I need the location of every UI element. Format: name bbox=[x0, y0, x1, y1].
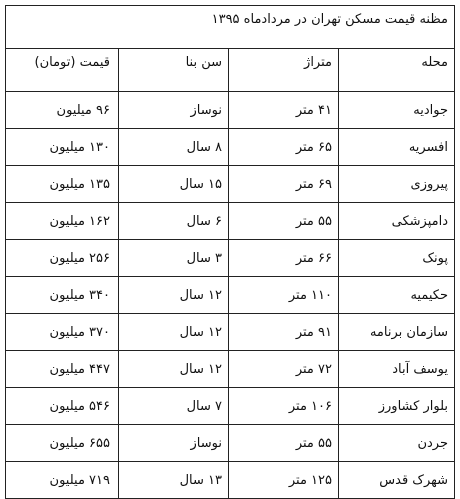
cell-size: ۶۶ متر bbox=[229, 240, 339, 277]
table-title: مظنه قیمت مسکن تهران در مردادماه ۱۳۹۵ bbox=[5, 6, 454, 49]
cell-area: یوسف آباد bbox=[339, 351, 455, 388]
cell-area: سازمان برنامه bbox=[339, 314, 455, 351]
cell-size: ۱۱۰ متر bbox=[229, 277, 339, 314]
cell-area: جوادیه bbox=[339, 92, 455, 129]
table-row bbox=[5, 314, 454, 351]
cell-price: ۳۴۰ میلیون bbox=[5, 277, 118, 314]
cell-area: افسریه bbox=[339, 129, 455, 166]
cell-size: ۱۰۶ متر bbox=[229, 388, 339, 425]
cell-price: ۴۴۷ میلیون bbox=[5, 351, 118, 388]
cell-price: ۲۵۶ میلیون bbox=[5, 240, 118, 277]
cell-age: ۱۲ سال bbox=[119, 351, 229, 388]
table-title-row bbox=[5, 6, 454, 49]
cell-age: ۱۵ سال bbox=[119, 166, 229, 203]
cell-size: ۵۵ متر bbox=[229, 203, 339, 240]
cell-age: ۱۲ سال bbox=[119, 314, 229, 351]
cell-age: نوساز bbox=[119, 92, 229, 129]
table-row bbox=[5, 240, 454, 277]
cell-area: جردن bbox=[339, 425, 455, 462]
header-price: قیمت (تومان) bbox=[5, 49, 118, 92]
cell-size: ۶۹ متر bbox=[229, 166, 339, 203]
header-size: متراژ bbox=[229, 49, 339, 92]
cell-size: ۴۱ متر bbox=[229, 92, 339, 129]
table-row bbox=[5, 166, 454, 203]
cell-price: ۷۱۹ میلیون bbox=[5, 462, 118, 499]
cell-area: پونک bbox=[339, 240, 455, 277]
table-row bbox=[5, 277, 454, 314]
cell-area: پیروزی bbox=[339, 166, 455, 203]
cell-age: ۶ سال bbox=[119, 203, 229, 240]
cell-price: ۵۴۶ میلیون bbox=[5, 388, 118, 425]
table-row bbox=[5, 388, 454, 425]
cell-age: نوساز bbox=[119, 425, 229, 462]
table-row bbox=[5, 425, 454, 462]
cell-price: ۱۳۵ میلیون bbox=[5, 166, 118, 203]
price-table-sheet bbox=[6, 5, 455, 488]
cell-size: ۹۱ متر bbox=[229, 314, 339, 351]
cell-age: ۸ سال bbox=[119, 129, 229, 166]
cell-price: ۱۶۲ میلیون bbox=[5, 203, 118, 240]
cell-age: ۳ سال bbox=[119, 240, 229, 277]
table-row bbox=[5, 129, 454, 166]
cell-area: دامپزشکی bbox=[339, 203, 455, 240]
header-age: سن بنا bbox=[119, 49, 229, 92]
table-header-row bbox=[5, 49, 454, 92]
cell-size: ۵۵ متر bbox=[229, 425, 339, 462]
cell-age: ۱۳ سال bbox=[119, 462, 229, 499]
header-area: محله bbox=[339, 49, 455, 92]
cell-price: ۹۶ میلیون bbox=[5, 92, 118, 129]
cell-area: بلوار کشاورز bbox=[339, 388, 455, 425]
cell-price: ۶۵۵ میلیون bbox=[5, 425, 118, 462]
table-row bbox=[5, 92, 454, 129]
cell-price: ۳۷۰ میلیون bbox=[5, 314, 118, 351]
cell-area: حکیمیه bbox=[339, 277, 455, 314]
cell-area: شهرک قدس bbox=[339, 462, 455, 499]
cell-size: ۶۵ متر bbox=[229, 129, 339, 166]
cell-size: ۷۲ متر bbox=[229, 351, 339, 388]
cell-age: ۱۲ سال bbox=[119, 277, 229, 314]
cell-size: ۱۲۵ متر bbox=[229, 462, 339, 499]
cell-age: ۷ سال bbox=[119, 388, 229, 425]
table-row bbox=[5, 203, 454, 240]
housing-price-table bbox=[5, 5, 455, 499]
table-row bbox=[5, 351, 454, 388]
cell-price: ۱۳۰ میلیون bbox=[5, 129, 118, 166]
